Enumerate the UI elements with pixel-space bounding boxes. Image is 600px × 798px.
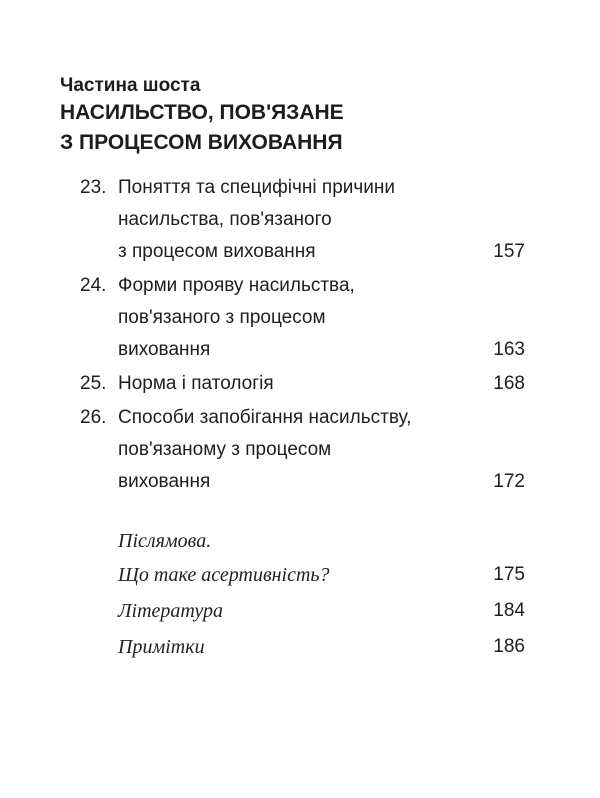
- toc-entry-24[interactable]: [0, 270, 600, 366]
- back-entry-title-line: Що таке асертивність?: [118, 564, 330, 586]
- part-title: [60, 98, 344, 158]
- toc-entry-title-line: насильства, пов'язаного: [118, 209, 332, 230]
- toc-entry-title: [118, 368, 488, 400]
- toc-entry-23[interactable]: [0, 172, 600, 268]
- toc-entry-title-line: Форми прояву насильства,: [118, 275, 355, 296]
- back-entry-title-line: Література: [118, 600, 223, 622]
- back-entry-title: [118, 594, 488, 628]
- toc-entry-page: 172: [493, 471, 525, 492]
- back-entry-afterword[interactable]: [0, 524, 600, 592]
- back-entry-title: [118, 524, 488, 592]
- toc-entry-title-line: Способи запобігання насильству,: [118, 407, 412, 428]
- toc-entry-title-line: з процесом виховання: [118, 241, 316, 262]
- toc-entry-page: 157: [493, 241, 525, 262]
- toc-entry-number: 24.: [80, 275, 107, 296]
- toc-entry-number: 25.: [80, 373, 107, 394]
- back-matter: [0, 524, 600, 664]
- back-entry-title: [118, 630, 488, 664]
- back-entry-page: 184: [493, 600, 525, 621]
- toc-entry-25[interactable]: [0, 368, 600, 400]
- back-entry-page: 186: [493, 636, 525, 657]
- back-entry-page: 175: [493, 564, 525, 585]
- part-title-line: З ПРОЦЕСОМ ВИХОВАННЯ: [60, 131, 343, 154]
- toc-entry-page: 168: [493, 373, 525, 394]
- toc-entry-26[interactable]: [0, 402, 600, 498]
- toc-entry-title-line: Поняття та специфічні причини: [118, 177, 395, 198]
- toc-entry-title-line: пов'язаного з процесом: [118, 307, 326, 328]
- back-entry-title-line: Примітки: [118, 636, 205, 658]
- toc-entry-title: [118, 270, 488, 366]
- toc-entry-title-line: виховання: [118, 471, 211, 492]
- toc-entry-page: 163: [493, 339, 525, 360]
- toc-entry-title-line: пов'язаному з процесом: [118, 439, 332, 460]
- part-label: Частина шоста: [60, 75, 201, 96]
- toc-entry-number: 23.: [80, 177, 107, 198]
- back-entry-literature[interactable]: [0, 594, 600, 628]
- toc-entry-title-line: Норма і патологія: [118, 373, 274, 394]
- table-of-contents: [0, 172, 600, 498]
- toc-entry-number: 26.: [80, 407, 107, 428]
- toc-entry-title-line: виховання: [118, 339, 211, 360]
- part-title-line: НАСИЛЬСТВО, ПОВ'ЯЗАНЕ: [60, 101, 344, 124]
- toc-entry-title: [118, 402, 488, 498]
- back-entry-title-line: Післямова.: [118, 530, 212, 552]
- toc-entry-title: [118, 172, 488, 268]
- back-entry-notes[interactable]: [0, 630, 600, 664]
